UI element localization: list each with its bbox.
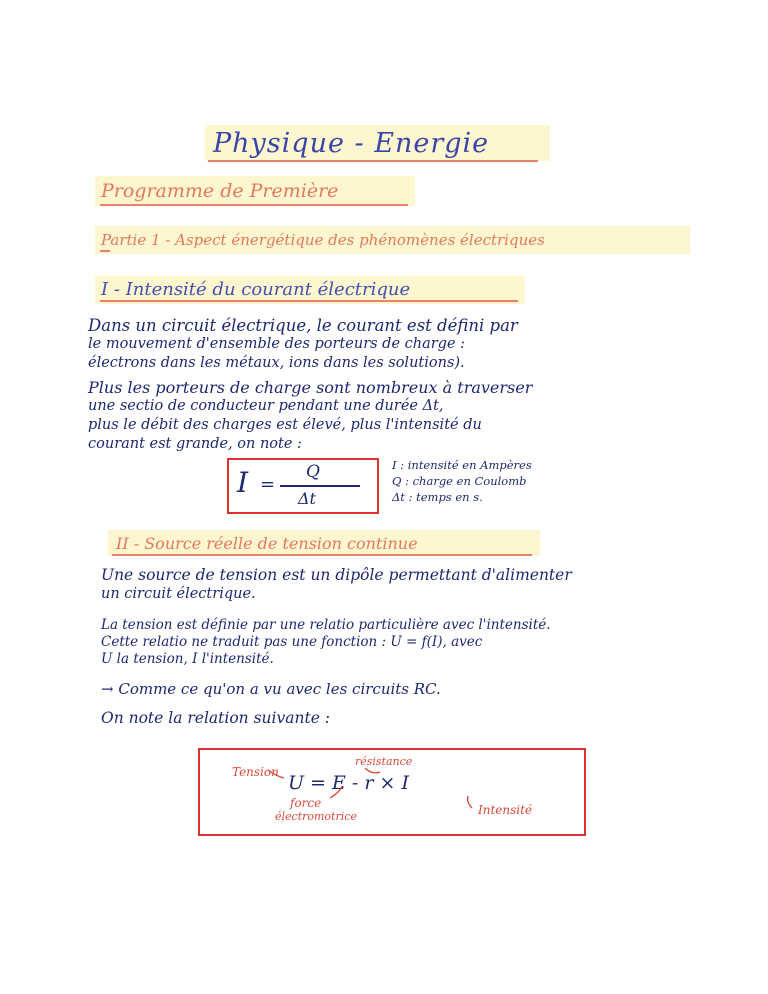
text-line: Cette relatio ne traduit pas une fonction : U = f(I), avec: [101, 634, 483, 650]
label-force: force: [290, 796, 322, 810]
section1-heading: I - Intensité du courant électrique: [101, 279, 411, 300]
text-line: plus le débit des charges est élevé, plus l'intensité du: [88, 417, 482, 433]
page-title: Physique - Energie: [213, 128, 490, 159]
voltage-formula: U = E - r × I: [288, 772, 409, 794]
label-electromotrice: électromotrice: [275, 810, 357, 823]
label-intensite: Intensité: [478, 803, 533, 817]
legend-intensity: I : intensité en Ampères: [392, 458, 532, 472]
text-line: le mouvement d'ensemble des porteurs de charge :: [88, 336, 466, 352]
section1-paragraph-2: [88, 378, 532, 454]
programme-heading: Programme de Première: [101, 180, 339, 202]
text-line: un circuit électrique.: [101, 586, 256, 602]
relation-intro: On note la relation suivante :: [101, 709, 331, 727]
text-line: une sectio de conducteur pendant une durée Δt,: [88, 398, 444, 414]
formula-numerator: Q: [306, 462, 320, 482]
circuits-rc-note: → Comme ce qu'on a vu avec les circuits RC.: [101, 680, 441, 698]
text-line: Dans un circuit électrique, le courant est défini par: [88, 316, 518, 335]
text-line: Une source de tension est un dipôle permettant d'alimenter: [101, 566, 572, 584]
formula-lhs: I: [237, 466, 249, 499]
label-resistance: résistance: [355, 755, 413, 768]
section1-paragraph-1: [88, 316, 518, 373]
text-line: courant est grande, on note :: [88, 436, 302, 452]
text-line: La tension est définie par une relatio particulière avec l'intensité.: [101, 617, 551, 633]
legend-charge: Q : charge en Coulomb: [392, 474, 527, 488]
section1-underline: [100, 300, 518, 302]
formula-denominator: Δt: [298, 489, 316, 508]
partie-underline: [100, 250, 110, 252]
section2-paragraph-2: [101, 617, 551, 668]
section2-paragraph-1: [101, 566, 572, 604]
legend-time: Δt : temps en s.: [392, 490, 483, 504]
text-line: électrons dans les métaux, ions dans les solutions).: [88, 355, 465, 371]
fraction-bar: [280, 485, 360, 487]
formula-equals: =: [260, 474, 276, 495]
text-line: U la tension, I l'intensité.: [101, 651, 274, 667]
programme-underline: [100, 204, 408, 206]
label-tension: Tension: [232, 765, 279, 779]
title-underline: [208, 160, 538, 162]
partie-heading: Partie 1 - Aspect énergétique des phénomènes électriques: [101, 231, 545, 249]
text-line: Plus les porteurs de charge sont nombreux à traverser: [88, 378, 533, 397]
section2-underline: [112, 554, 532, 556]
section2-heading: II - Source réelle de tension continue: [116, 534, 418, 553]
